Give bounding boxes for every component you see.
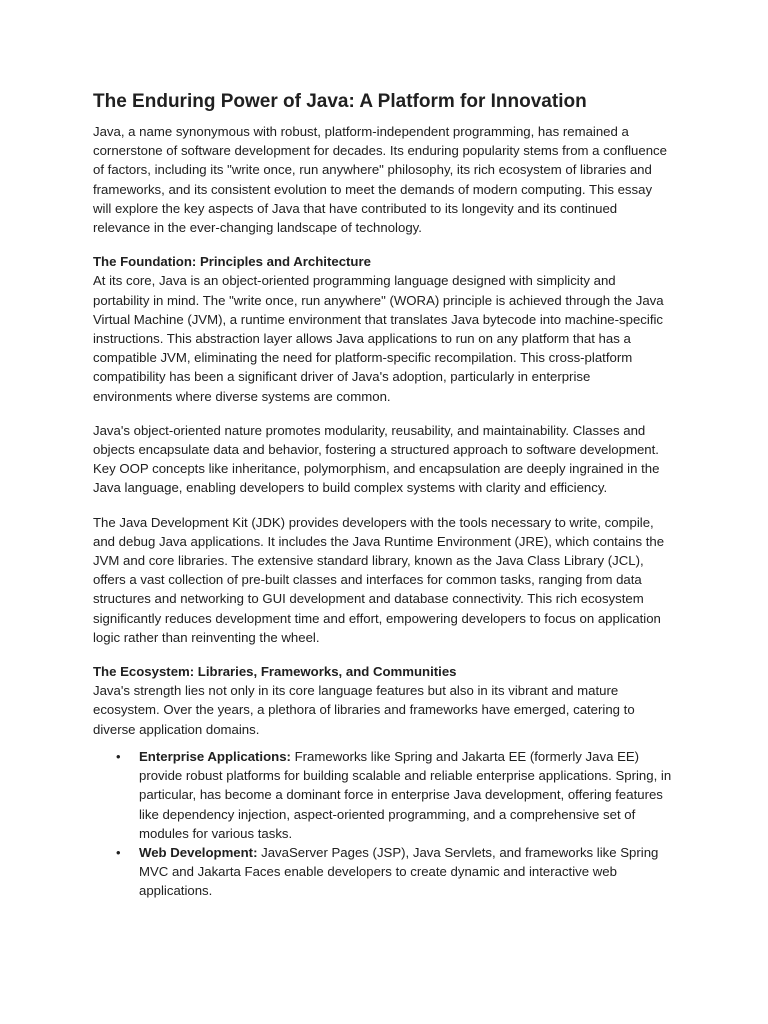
foundation-paragraph-1: At its core, Java is an object-oriented programming language designed with simplicity and portability in mind. The "write once, run anywhere" (WORA) principle is achieved through the Java Virtual Machine (JVM), a runtime environment that translates Java bytecode into machine-specific instructions. This abstraction layer allows Java applications to run on any platform that has a compatible JVM, eliminating the need for platform-specific recompilation. This cross-platform compatibility has been a significant driver of Java's adoption, particularly in enterprise environments where diverse systems are common.	[93, 273, 664, 404]
bullet-icon: •	[116, 748, 121, 764]
bullet-text: Frameworks like Spring and Jakarta EE (formerly Java EE) provide robust platforms for building scalable and reliable enterprise applications. Spring, in particular, has become a dominant force in enterprise Java development, offering features like dependency injection, aspect-oriented programming, and a comprehensive set of modules for various tasks.	[139, 748, 672, 841]
bullet-lead: Web Development:	[139, 844, 258, 860]
bullet-text: JavaServer Pages (JSP), Java Servlets, and frameworks like Spring MVC and Jakarta Faces enable developers to create dynamic and interactive web applications.	[139, 844, 659, 899]
ecosystem-bullet-list	[93, 747, 673, 901]
document-title: The Enduring Power of Java: A Platform for Innovation	[93, 91, 587, 112]
section-heading-ecosystem: The Ecosystem: Libraries, Frameworks, and Communities	[93, 664, 457, 680]
list-item	[116, 747, 673, 843]
foundation-paragraph-3: The Java Development Kit (JDK) provides developers with the tools necessary to write, compile, and debug Java applications. It includes the Java Runtime Environment (JRE), which contains the JVM and core libraries. The extensive standard library, known as the Java Class Library (JCL), offers a vast collection of pre-built classes and interfaces for common tasks, ranging from data structures and networking to GUI development and database connectivity. This rich ecosystem significantly reduces development time and effort, empowering developers to focus on application logic rather than reinventing the wheel.	[93, 514, 665, 645]
bullet-lead: Enterprise Applications:	[139, 748, 291, 764]
document-page	[93, 90, 673, 901]
intro-paragraph: Java, a name synonymous with robust, platform-independent programming, has remained a cornerstone of software development for decades. Its enduring popularity stems from a confluence of factors, including its "write once, run anywhere" philosophy, its rich ecosystem of libraries and frameworks, and its consistent evolution to meet the demands of modern computing. This essay will explore the key aspects of Java that have contributed to its longevity and its continued relevance in the ever-changing landscape of technology.	[93, 124, 667, 236]
section-heading-foundation: The Foundation: Principles and Architecture	[93, 254, 371, 270]
bullet-icon: •	[116, 844, 121, 860]
foundation-paragraph-2: Java's object-oriented nature promotes modularity, reusability, and maintainability. Classes and objects encapsulate data and behavior, fostering a structured approach to software development. Key OOP concepts like inheritance, polymorphism, and encapsulation are deeply ingrained in the Java language, enabling developers to build complex systems with clarity and efficiency.	[93, 422, 660, 496]
list-item	[116, 843, 673, 901]
ecosystem-paragraph-1: Java's strength lies not only in its core language features but also in its vibrant and mature ecosystem. Over the years, a plethora of libraries and frameworks have emerged, catering to diverse application domains.	[93, 683, 635, 737]
